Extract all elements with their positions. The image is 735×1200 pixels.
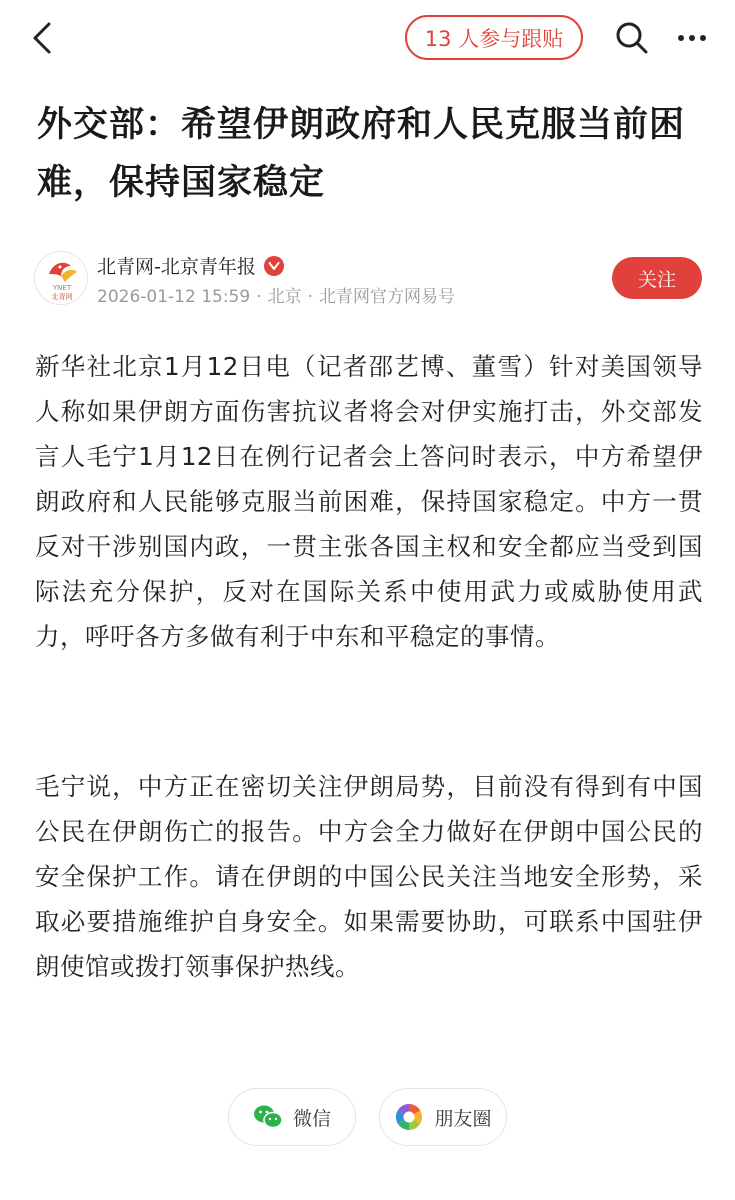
publish-source: 北青网官方网易号 — [319, 287, 456, 307]
share-row — [0, 1088, 735, 1148]
more-horizontal-icon — [677, 34, 707, 42]
share-moments-button[interactable] — [379, 1088, 507, 1146]
back-button[interactable] — [22, 18, 62, 58]
article-paragraph: 新华社北京1月12日电（记者邵艺博、董雪）针对美国领导人称如果伊朗方面伤害抗议者将会对伊实施打击，外交部发言人毛宁1月12日在例行记者会上答问时表示，中方希望伊朗政府和人民能够克服当前困难，保持国家稳定。中方一贯反对干涉别国内政，一贯主张各国主权和安全都应当受到国际法充分保护，反对在国际关系中使用武力或威胁使用武力，呼吁各方多做有利于中东和平稳定的事情。 — [35, 352, 703, 651]
chevron-left-icon — [31, 21, 53, 55]
comments-button[interactable]: 13 人参与跟贴 — [405, 15, 583, 60]
ynet-logo-icon — [35, 252, 88, 305]
search-button[interactable] — [612, 18, 652, 58]
share-wechat-label: 微信 — [292, 1107, 331, 1130]
follow-button[interactable]: 关注 — [612, 257, 702, 299]
search-icon — [615, 21, 649, 55]
wechat-icon — [253, 1102, 283, 1132]
svg-text:YNET: YNET — [52, 284, 72, 292]
author-name-text: 北青网-北京青年报 — [97, 256, 256, 278]
moments-icon — [394, 1102, 424, 1132]
top-bar — [0, 0, 735, 80]
more-button[interactable] — [672, 18, 712, 58]
author-avatar[interactable] — [34, 251, 88, 305]
author-row — [34, 250, 704, 310]
publish-date: 2026-01-12 15:59 — [97, 287, 251, 307]
article-title: 外交部：希望伊朗政府和人民克服当前困难，保持国家稳定 — [37, 105, 686, 203]
publish-location: 北京 — [267, 287, 302, 307]
share-wechat-button[interactable] — [228, 1088, 356, 1146]
verified-badge-icon — [264, 256, 284, 276]
article-meta: 2026-01-12 15:59 · 北京 · 北青网官方网易号 — [97, 287, 456, 307]
article-paragraph: 毛宁说，中方正在密切关注伊朗局势，目前没有得到有中国公民在伊朗伤亡的报告。中方会全力做好在伊朗中国公民的安全保护工作。请在伊朗的中国公民关注当地安全形势，采取必要措施维护自身安全。如果需要协助，可联系中国驻伊朗使馆或拨打领事保护热线。 — [35, 772, 703, 981]
share-moments-label: 朋友圈 — [434, 1107, 492, 1130]
svg-text:北青网: 北青网 — [51, 293, 73, 301]
author-name[interactable] — [97, 252, 284, 279]
